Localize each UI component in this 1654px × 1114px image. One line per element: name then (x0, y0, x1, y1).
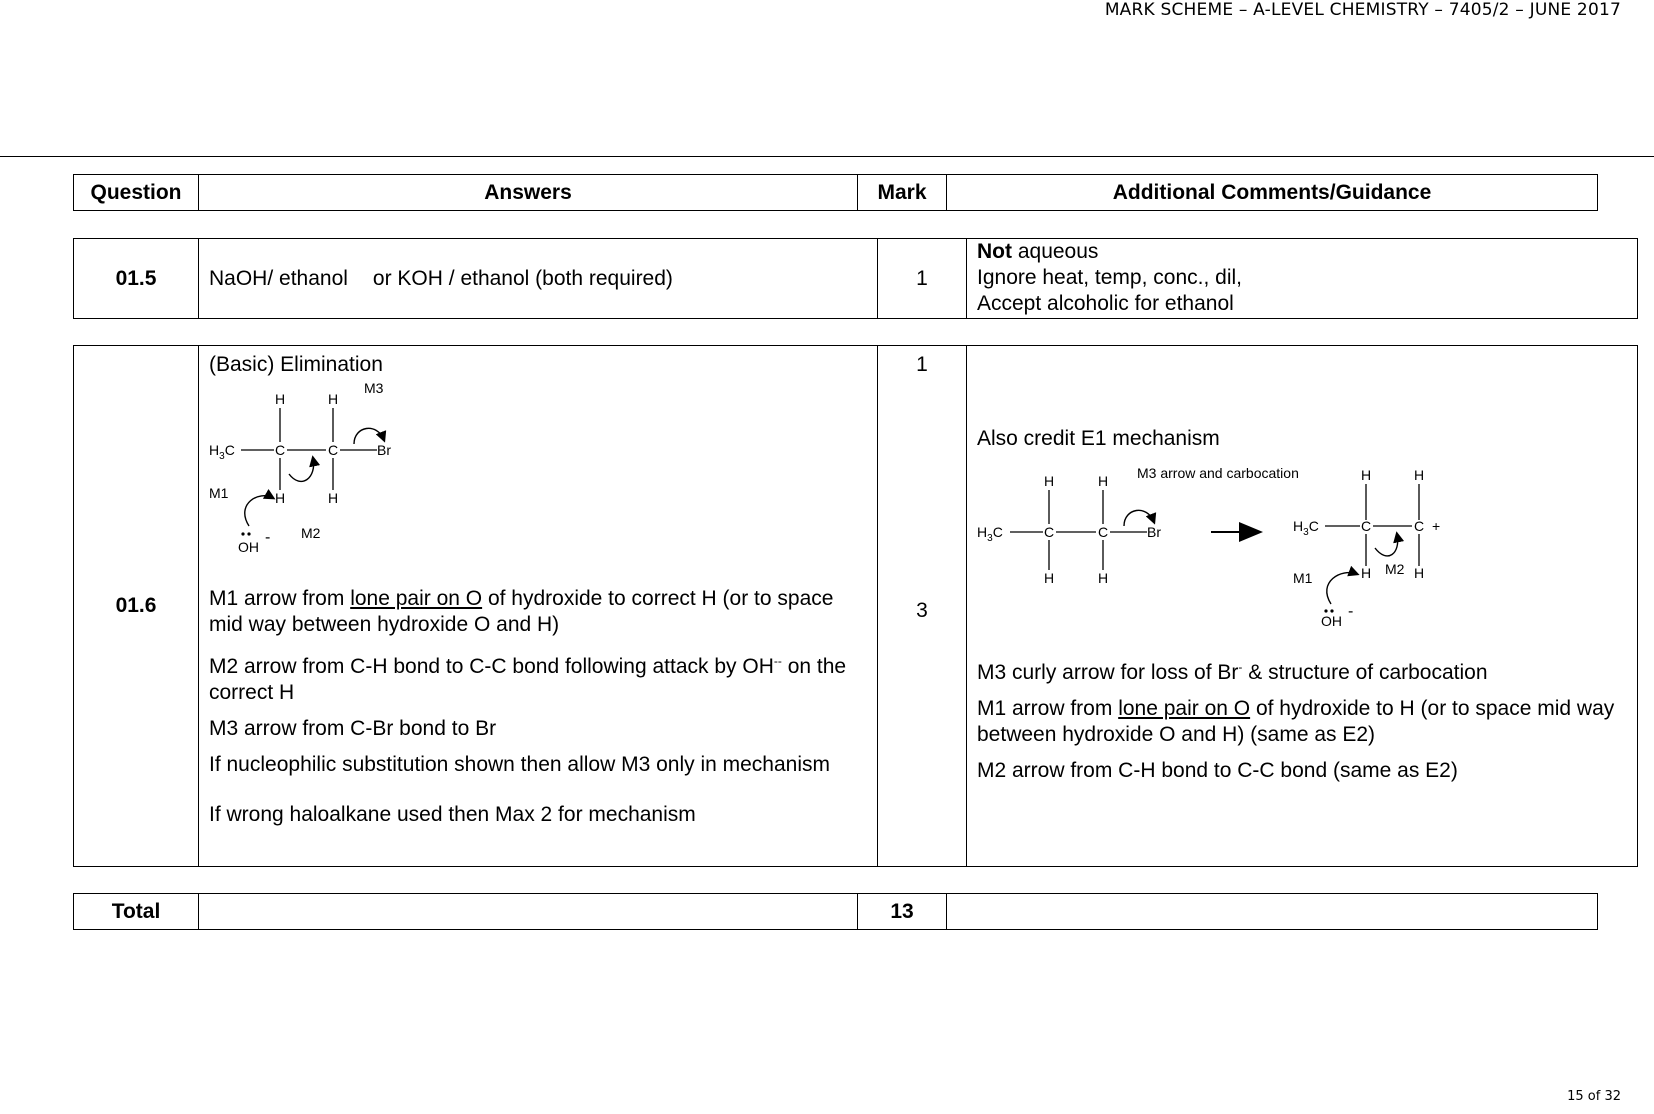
answer-m2: M2 arrow from C-H bond to C-C bond following attack by OH-- on the correct H (209, 654, 847, 704)
atom-br: Br (377, 442, 391, 458)
question-number: 01.6 (74, 346, 199, 867)
answer-text-2: or KOH / ethanol (both required) (372, 266, 673, 290)
m3-carbocation-label: M3 arrow and carbocation (1137, 465, 1299, 481)
header-question: Question (74, 175, 199, 211)
guidance-m2: M2 arrow from C-H bond to C-C bond (same as E2) (977, 759, 1458, 782)
svg-text:H: H (1413, 467, 1425, 483)
svg-text:H: H (1097, 473, 1109, 489)
svg-text:-: - (1348, 603, 1354, 620)
svg-text:H3C: $H_3C$ (977, 524, 1003, 544)
mark-mechanism: 3 (916, 599, 928, 622)
svg-text:H: H (1043, 473, 1055, 489)
svg-text:C: C (1360, 518, 1372, 534)
header-rule (0, 156, 1654, 157)
mark-cell (878, 346, 967, 867)
total-table (73, 893, 1598, 930)
atom-c: C (274, 442, 286, 458)
atom-h3c: $H_3C$ (209, 442, 235, 462)
answer-m1: M1 arrow from lone pair on O of hydroxide to correct H (or to space mid way between hydroxide O and H) (209, 587, 834, 636)
question-016-table (73, 345, 1638, 867)
e2-mechanism-diagram (209, 378, 429, 578)
total-guidance-empty (947, 894, 1598, 930)
atom-h: H (274, 490, 286, 506)
svg-text:C: C (1043, 524, 1055, 540)
column-header-table (73, 174, 1598, 211)
header-guidance: Additional Comments/Guidance (947, 175, 1598, 211)
total-mark: 13 (858, 894, 947, 930)
svg-text:H: H (1097, 570, 1109, 586)
header-answers: Answers (199, 175, 858, 211)
answer-text-1: NaOH/ ethanol (209, 266, 348, 290)
m1-curly-arrow (245, 496, 273, 526)
m1-label: M1 (209, 485, 229, 501)
guidance-m3: M3 curly arrow for loss of Br- & structure of carbocation (977, 660, 1488, 684)
svg-text:H3C: $H_3C$ (1293, 518, 1319, 538)
page-number: 15 of 32 (1567, 1089, 1621, 1104)
svg-text:M1: M1 (1293, 570, 1313, 586)
e1-mechanism-diagram (977, 458, 1597, 628)
answer-cell (199, 346, 878, 867)
hydroxide-oh: OH (238, 539, 259, 555)
atom-h: H (327, 490, 339, 506)
guidance-line-1: aqueous (1012, 240, 1099, 263)
question-number: 01.5 (74, 239, 199, 319)
carbocation-plus: + (1432, 518, 1441, 534)
atom-h: H (327, 391, 339, 407)
answer-nucleophilic: If nucleophilic substitution shown then allow M3 only in mechanism (209, 753, 830, 776)
guidance-m1: M1 arrow from lone pair on O of hydroxide to H (or to space mid way between hydroxide O and H) (same as E2) (977, 697, 1615, 746)
guidance-bold: Not (977, 240, 1012, 263)
svg-text:C: C (1413, 518, 1425, 534)
atom-h: H (274, 391, 286, 407)
header-mark: Mark (858, 175, 947, 211)
guidance-cell (967, 346, 1638, 867)
page-header: MARK SCHEME – A-LEVEL CHEMISTRY – 7405/2 – JUNE 2017 (1104, 0, 1621, 20)
guidance-cell (967, 239, 1638, 319)
answer-wrong-haloalkane: If wrong haloalkane used then Max 2 for mechanism (209, 803, 696, 826)
svg-text:Br: Br (1147, 524, 1161, 540)
m2-curly-arrow (289, 458, 314, 481)
answer-title: (Basic) Elimination (209, 353, 383, 376)
svg-text:C: C (1097, 524, 1109, 540)
guidance-e1: Also credit E1 mechanism (977, 427, 1220, 450)
svg-text:H: H (1413, 565, 1425, 581)
guidance-line-2: Ignore heat, temp, conc., dil, (977, 266, 1242, 289)
question-015-table (73, 238, 1638, 319)
svg-text:M2: M2 (1385, 561, 1405, 577)
m3-label: M3 (364, 380, 384, 396)
svg-text:H: H (1043, 570, 1055, 586)
svg-text:H: H (1360, 565, 1372, 581)
answer-cell (199, 239, 878, 319)
mark-cell: 1 (878, 239, 967, 319)
m2-label: M2 (301, 525, 321, 541)
answer-m3: M3 arrow from C-Br bond to Br (209, 717, 497, 740)
guidance-line-3: Accept alcoholic for ethanol (977, 292, 1234, 315)
svg-text:OH: OH (1321, 613, 1342, 628)
total-label: Total (74, 894, 199, 930)
svg-text:H: H (1360, 467, 1372, 483)
atom-c: C (327, 442, 339, 458)
total-answers-empty (199, 894, 858, 930)
charge-minus: - (265, 529, 271, 546)
mark-elimination: 1 (916, 353, 928, 376)
